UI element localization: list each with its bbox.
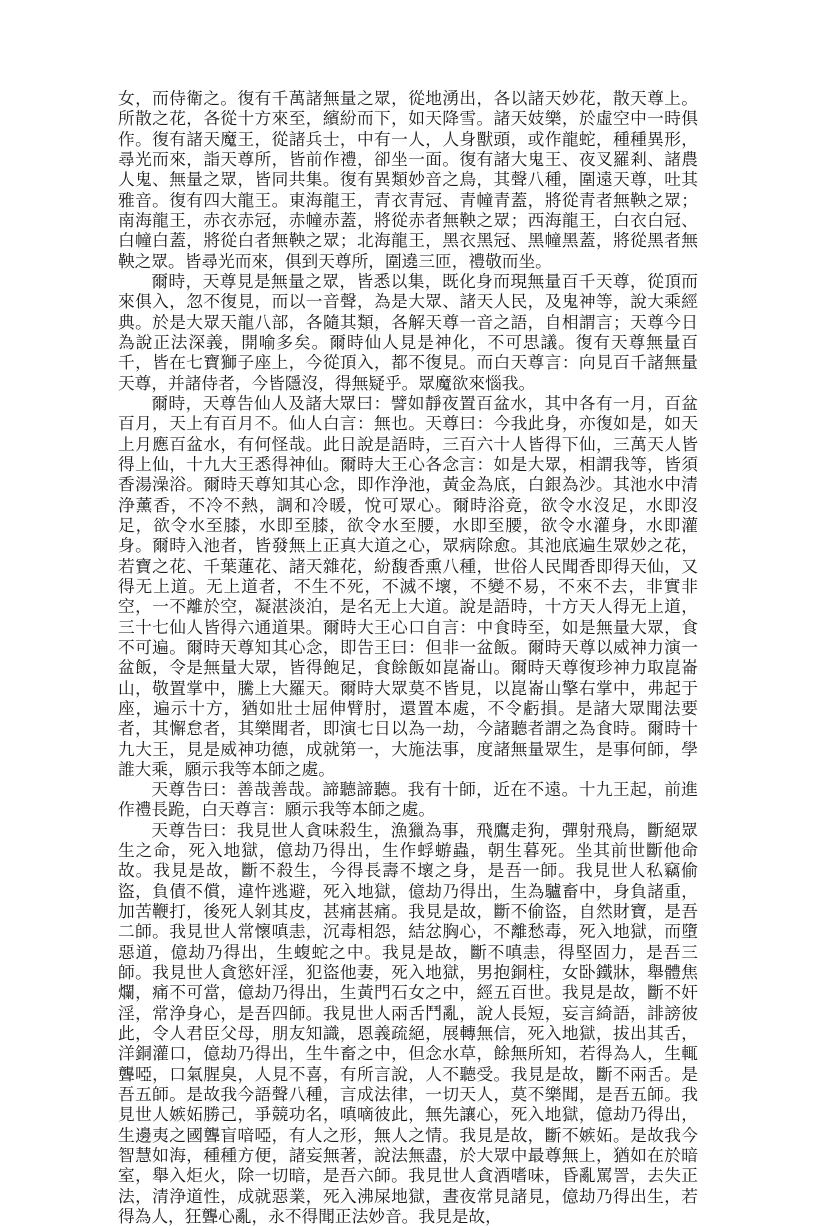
paragraph-5: 天尊告曰：我見世人貪味殺生，漁獵為事，飛鷹走狗，彈射飛鳥，斷絕眾生之命，死入地獄，億劫乃得出，生作蜉蝣蟲，朝生暮死。坐其前世斷他命故。我見是故，斷不殺生，今得長壽不壞之身，是吾一師。我見世人私竊偷盜，負債不償，違忤逃避，死入地獄，億劫乃得出，生為驢畜中，身負諸重，加苦鞭打，後死人剝其皮，甚痛甚痛。我見是故，斷不偷盜，自然財寶，是吾二師。我見世人常懷嗔恚，沉毒相怨，結忿胸心，不離愁毒，死入地獄，而墮惡道，億劫乃得出，生蝮蛇之中。我見是故，斷不嗔恚，得堅固力，是吾三師。我見世人貪慾奸淫，犯盜他妻，死入地獄，男抱銅柱，女卧鐵牀，舉體焦爛，痛不可當，億劫乃得出，生黃門石女之中，經五百世。我見是故，斷不奸淫，常浄身心，是吾四師。我見世人兩舌鬥亂，說人長短，妄言綺語，誹謗彼此，令人君臣父母，朋友知識，恩義疏絕，展轉無信，死入地獄，拔出其舌，洋銅灌口，億劫乃得出，生牛畜之中，但念水草，餘無所知，若得為人，生輒聾啞，口氣腥臭，人見不喜，有所言說，人不聽受。我見是故，斷不兩舌。是吾五師。是故我今語聲八種，言成法律，一切天人，莫不樂聞，是吾五師。我見世人嫉妬勝己，爭競功名，嗔嘀彼此，無先讓心，死入地獄，億劫乃得出，生邊夷之國聾盲喑啞，有人之形，無人之情。我見是故，斷不嫉妬。是故我今智慧如海，種種方便，諸妄無著，說法無盡，於大眾中最尊無上，猶如在於暗室，舉入炬火，除一切暗，是吾六師。我見世人貪酒嗜味，昏亂罵詈，去失正法，清浄道性，成就惡業，死入沸屎地獄，晝夜常見諸見，億劫乃得出生，若得為人，狂聾心亂，永不得聞正法妙音。我見是故， bbox=[118, 819, 698, 1226]
paragraph-2: 爾時，天尊見是無量之眾，皆悉以集，既化身而現無量百千天尊，從頂而來俱入，忽不復見，而以一音聲，為是大眾、諸天人民，及鬼神等，說大乘經典。於是大眾天龍八部，各隨其類，各解天尊一音之語，自相謂言；天尊今日為說正法深義，開喻多矣。爾時仙人見是神化，不可思議。復有天尊無量百千，皆在七寶獅子座上，今從頂入，都不復見。而白天尊言：向見百千諸無量天尊，并諸侍者，今皆隱沒，得無疑乎。眾魔欲來惱我。 bbox=[118, 270, 698, 393]
document-page bbox=[118, 88, 698, 1226]
paragraph-1: 女，而侍衛之。復有千萬諸無量之眾，從地湧出，各以諸天妙花，散天尊上。所散之花，各從十方來至，繽紛而下，如天降雪。諸天妓樂，於虛空中一時俱作。復有諸天魔王，從諸兵士，中有一人，人身獸頭，或作龍蛇，種種異形，尋光而來，詣天尊所，皆前作禮，卻坐一面。復有諸大鬼王、夜叉羅剎、諸農人鬼、無量之眾，皆同共集。復有異類妙音之鳥，其聲八種，圍遠天尊，吐其雅音。復有四大龍王。東海龍王，青衣青冠、青幢青蓋，將從青者無鞅之眾；南海龍王，赤衣赤冠，赤幢赤蓋，將從赤者無鞅之眾；西海龍王，白衣白冠、白幢白蓋，將從白者無鞅之眾；北海龍王，黑衣黑冠、黑幢黑蓋，將從黑者無鞅之眾。皆尋光而來，俱到天尊所，圍遶三匝，禮敬而坐。 bbox=[118, 88, 698, 271]
paragraph-3: 爾時，天尊告仙人及諸大眾曰：譬如靜夜置百盆水，其中各有一月，百盆百月，天上有百月不。仙人白言：無也。天尊曰：今我此身，亦復如是，如天上月應百盆水，有何怪哉。此日說是語時，三百六十人皆得下仙，三萬天人皆得上仙，十九大王悉得神仙。爾時大王心各念言：如是大眾，相謂我等，皆須香湯澡浴。爾時天尊知其心念，即作浄池，黃金為底，白銀為沙。其池水中清浄薰香，不冷不熱，調和冷暖，悅可眾心。爾時浴竟，欲令水沒足，水即沒足，欲令水至膝，水即至膝，欲令水至腰，水即至腰，欲令水灌身，水即灌身。爾時入池者，皆發無上正真大道之心，眾病除愈。其池底遍生眾妙之花，若寶之花、千葉蓮花、諸天雜花，紛馥香熏八種，世俗人民聞香即得天仙，又得无上道。无上道者，不生不死，不滅不壞，不變不易，不來不去，非實非空，一不離於空，凝湛淡泊，是名无上大道。說是語時，十方天人得无上道，三十七仙人皆得六通道果。爾時大王心口自言：中食時至，如是無量大眾，食不可遍。爾時天尊知其心念，即告王曰：但非一盆飯。爾時天尊以威神力演一盆飯，令是無量大眾，皆得飽足，食餘飯如崑崙山。爾時天尊復珍神力取崑崙山，敬置掌中，騰上大羅天。爾時大眾莫不皆見，以崑崙山擎右掌中，弗起于座，遍示十方，猶如壯士屈伸臂肘，還置本處，不令虧損。是諸大眾聞法要者，其懈怠者，其樂聞者，即演七日以為一劫，今諸聽者謂之為食時。爾時十九大王，見是威神功德，成就第一，大施法事，度諸無量眾生，是事何師，學誰大乘，願示我等本師之處。 bbox=[118, 392, 698, 779]
paragraph-4: 天尊告曰：善哉善哉。諦聽諦聽。我有十師，近在不遠。十九王起，前進作禮長跪，白天尊言：願示我等本師之處。 bbox=[118, 779, 698, 820]
